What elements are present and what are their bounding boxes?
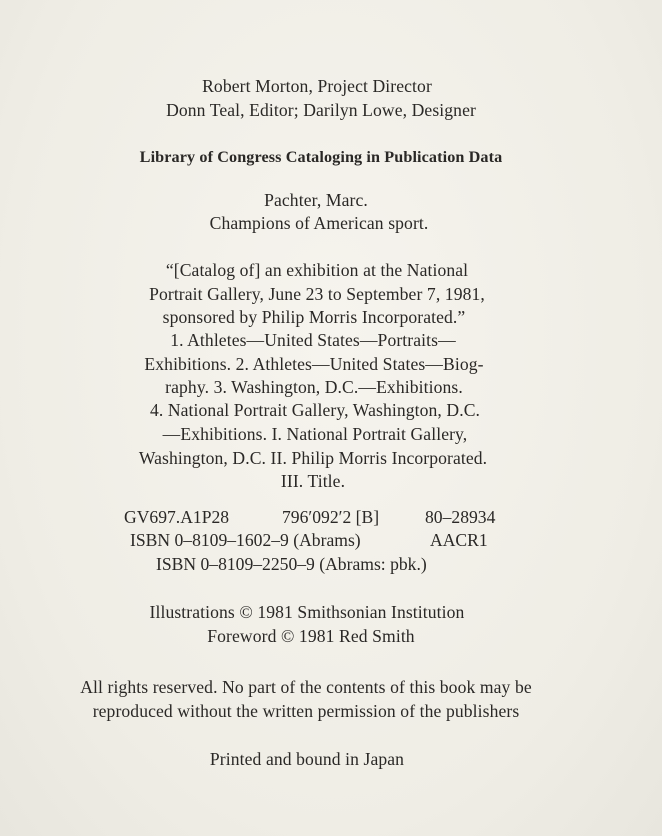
printed-in: Printed and bound in Japan (209, 749, 405, 769)
cip-note-line: “[Catalog of] an exhibition at the National (165, 260, 469, 280)
isbn-paperback: ISBN 0–8109–2250–9 (Abrams: pbk.) (156, 554, 427, 574)
isbn-cloth: ISBN 0–8109–1602–9 (Abrams) (130, 530, 361, 550)
dewey-number: 796′092′2 [B] (282, 507, 380, 527)
cip-author: Pachter, Marc. (264, 190, 368, 210)
cip-note-line: —Exhibitions. I. National Portrait Gallery, (162, 424, 468, 444)
cip-note-line: Exhibitions. 2. Athletes—United States—Biog- (144, 354, 484, 374)
cip-note-line: 4. National Portrait Gallery, Washington, D.C. (149, 400, 481, 420)
lccn-number: 80–28934 (425, 507, 496, 527)
cip-heading: Library of Congress Cataloging in Publication Data (139, 148, 503, 166)
cip-title: Champions of American sport. (209, 213, 429, 233)
cip-note-line: 1. Athletes—United States—Portraits— (170, 330, 456, 350)
cip-note-line: sponsored by Philip Morris Incorporated.” (162, 307, 466, 327)
cip-note-line: Portrait Gallery, June 23 to September 7, 1981, (149, 284, 485, 304)
cip-note-line: Washington, D.C. II. Philip Morris Incorporated. (138, 448, 488, 468)
lc-call-number: GV697.A1P28 (124, 507, 230, 527)
rights-statement-line: reproduced without the written permission of the publishers (92, 701, 520, 721)
illustrations-copyright: Illustrations © 1981 Smithsonian Institution (149, 602, 465, 622)
cip-note-line: III. Title. (280, 471, 346, 491)
credits-project-director: Robert Morton, Project Director (202, 76, 432, 96)
cip-note-line: raphy. 3. Washington, D.C.—Exhibitions. (165, 377, 463, 397)
aacr-code: AACR1 (430, 530, 488, 550)
credits-editor-designer: Donn Teal, Editor; Darilyn Lowe, Designer (166, 100, 476, 120)
rights-statement-line: All rights reserved. No part of the contents of this book may be (80, 677, 532, 697)
foreword-copyright: Foreword © 1981 Red Smith (207, 626, 415, 646)
